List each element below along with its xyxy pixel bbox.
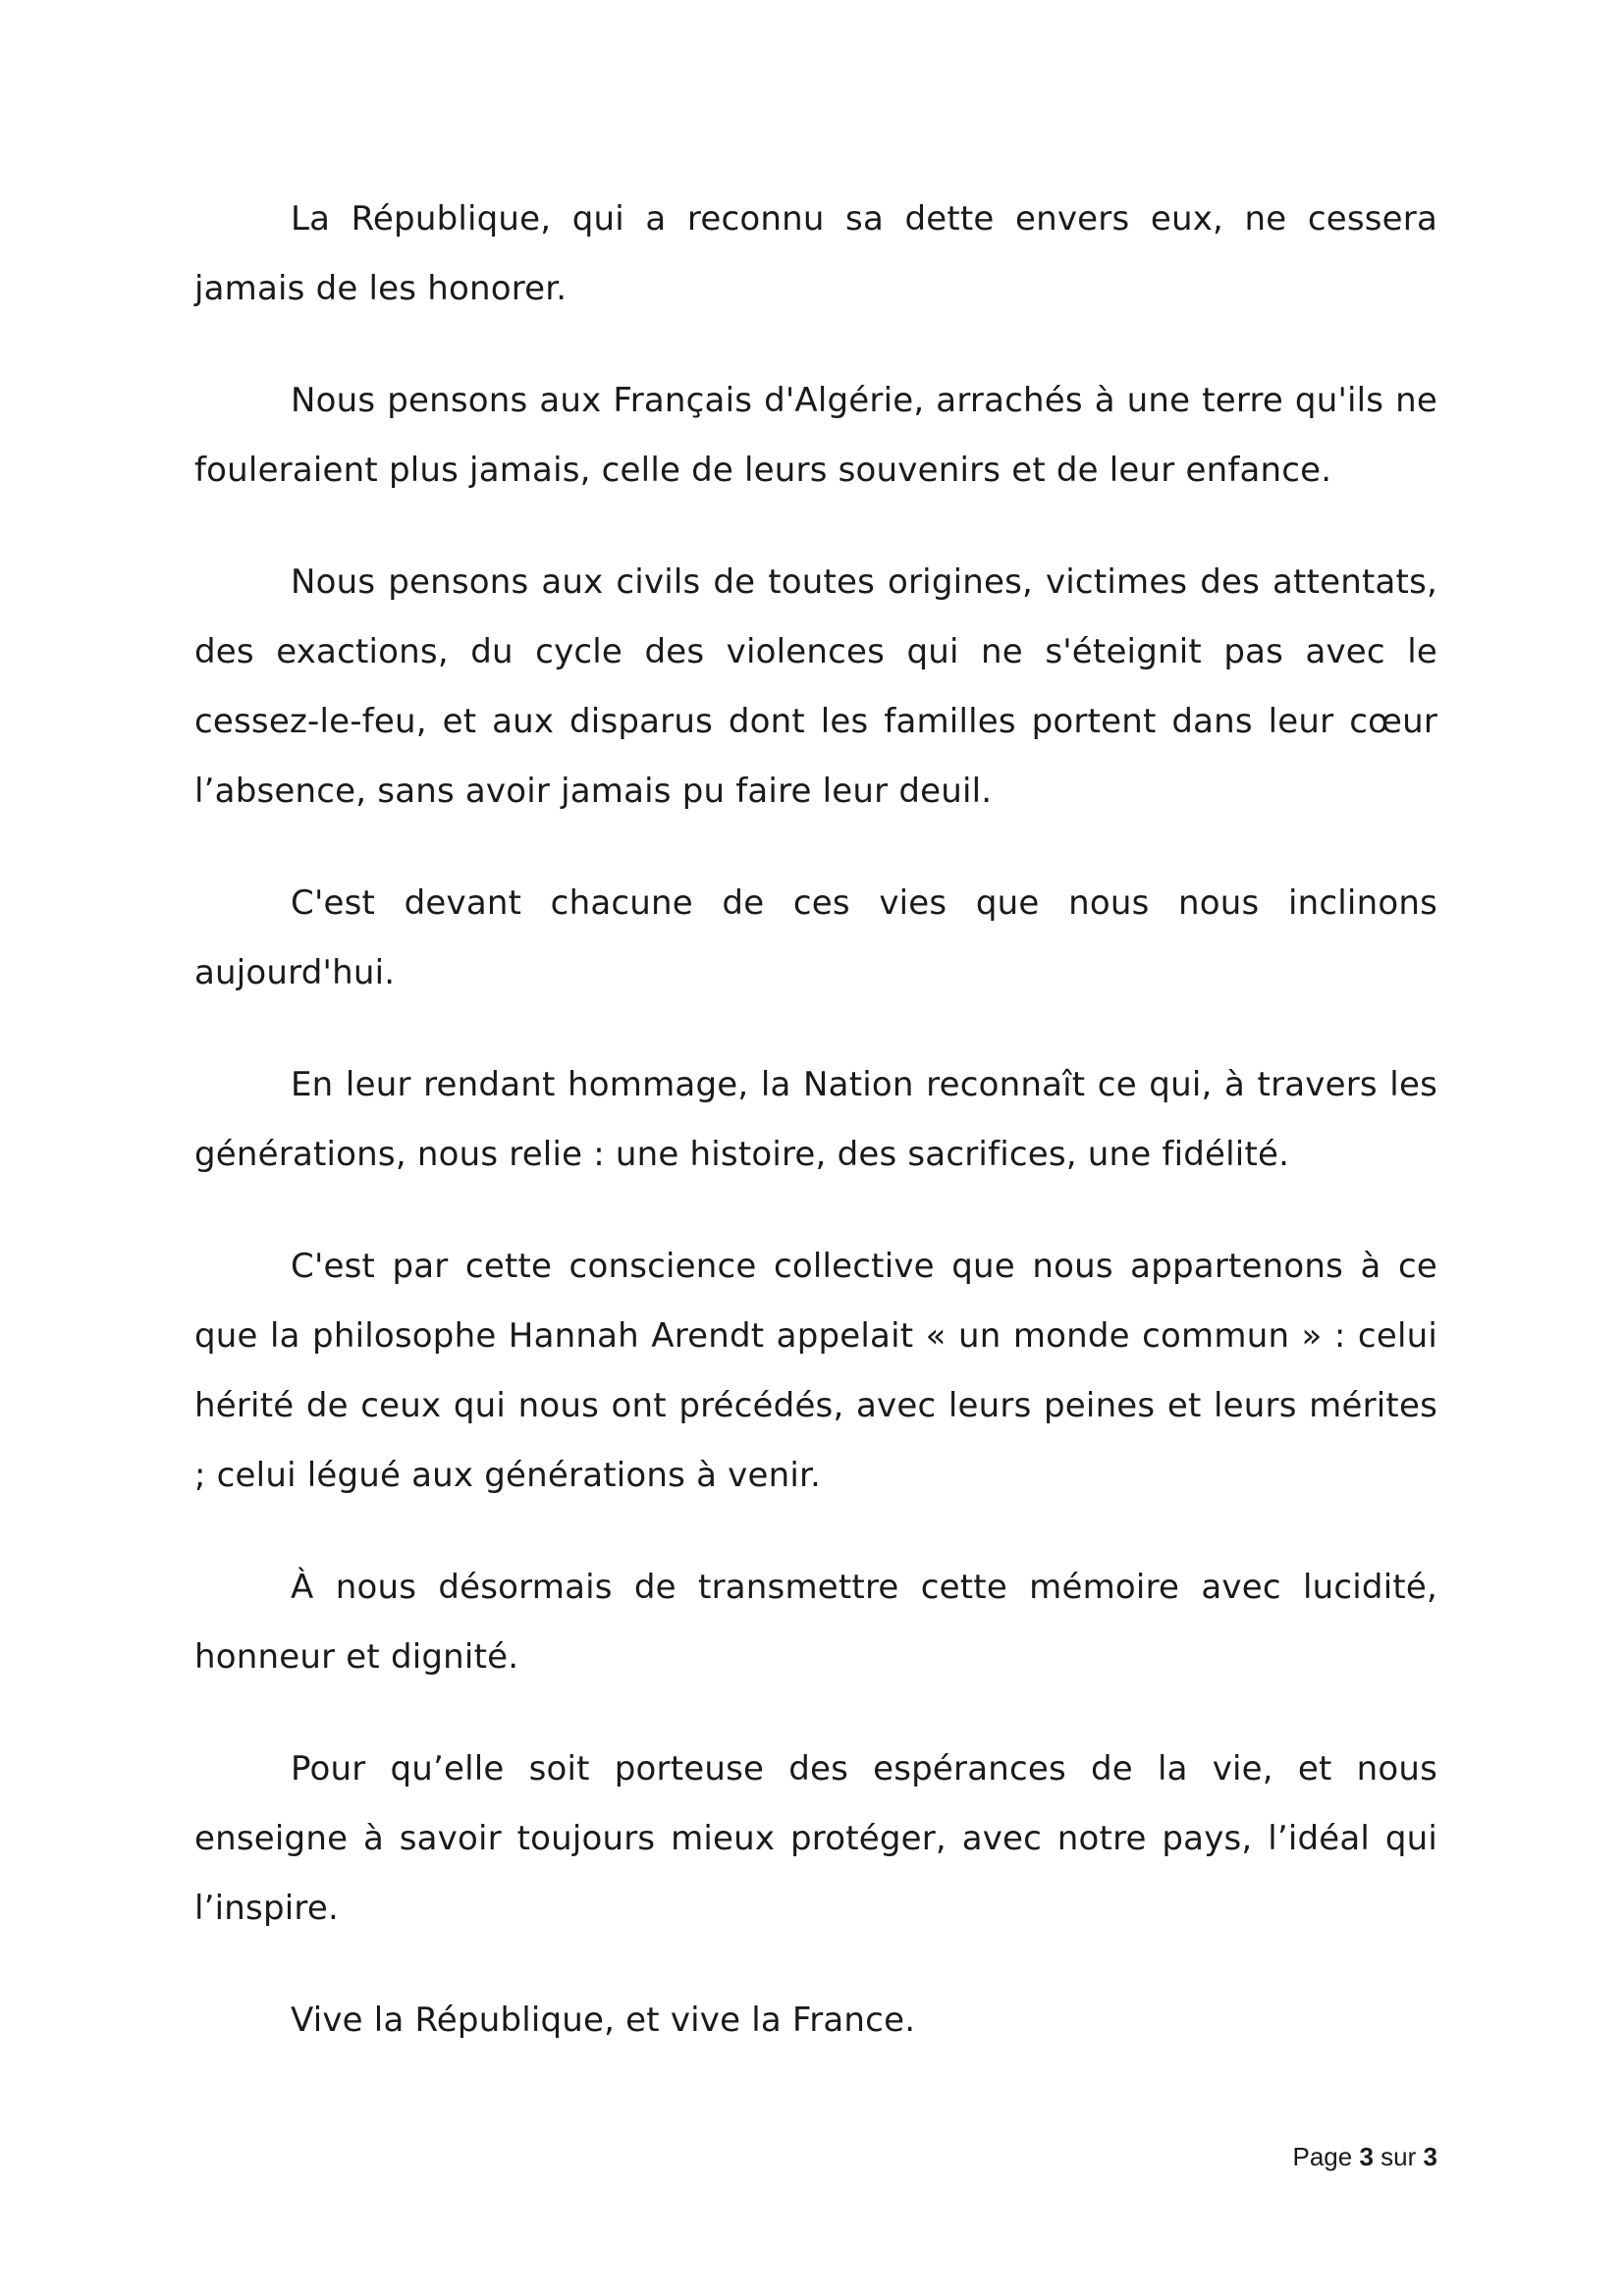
closing-paragraph: Vive la République, et vive la France.	[291, 2001, 916, 2040]
current-page-number: 3	[1359, 2142, 1374, 2171]
page-label: Page	[1292, 2142, 1353, 2171]
paragraph: Nous pensons aux civils de toutes origines, victimes des attentats, des exactions, du cycle des violences qui ne s'éteignit pas avec le cessez-le-feu, et aux disparus dont les familles portent dans leur cœur l’absence, sans avoir jamais pu faire leur deuil.	[194, 562, 1437, 811]
paragraph: La République, qui a reconnu sa dette envers eux, ne cessera jamais de les honorer.	[194, 199, 1437, 308]
total-pages-number: 3	[1423, 2142, 1437, 2171]
paragraph: Pour qu’elle soit porteuse des espérances de la vie, et nous enseigne à savoir toujours mieux protéger, avec notre pays, l’idéal qui l’inspire.	[194, 1749, 1437, 1928]
paragraph: À nous désormais de transmettre cette mémoire avec lucidité, honneur et dignité.	[194, 1568, 1437, 1677]
paragraph: En leur rendant hommage, la Nation reconnaît ce qui, à travers les générations, nous relie : une histoire, des sacrifices, une fidélité.	[194, 1065, 1437, 1174]
page-number-footer	[1293, 2142, 1438, 2172]
paragraph: C'est devant chacune de ces vies que nous nous inclinons aujourd'hui.	[194, 883, 1437, 992]
paragraph: C'est par cette conscience collective que nous appartenons à ce que la philosophe Hannah Arendt appelait « un monde commun » : celui hérité de ceux qui nous ont précédés, avec leurs peines et leurs mérites ; celui légué aux générations à venir.	[194, 1247, 1437, 1495]
document-body	[194, 185, 1437, 2098]
paragraph: Nous pensons aux Français d'Algérie, arrachés à une terre qu'ils ne fouleraient plus jamais, celle de leurs souvenirs et de leur enfance.	[194, 381, 1437, 490]
page-separator: sur	[1380, 2142, 1417, 2171]
